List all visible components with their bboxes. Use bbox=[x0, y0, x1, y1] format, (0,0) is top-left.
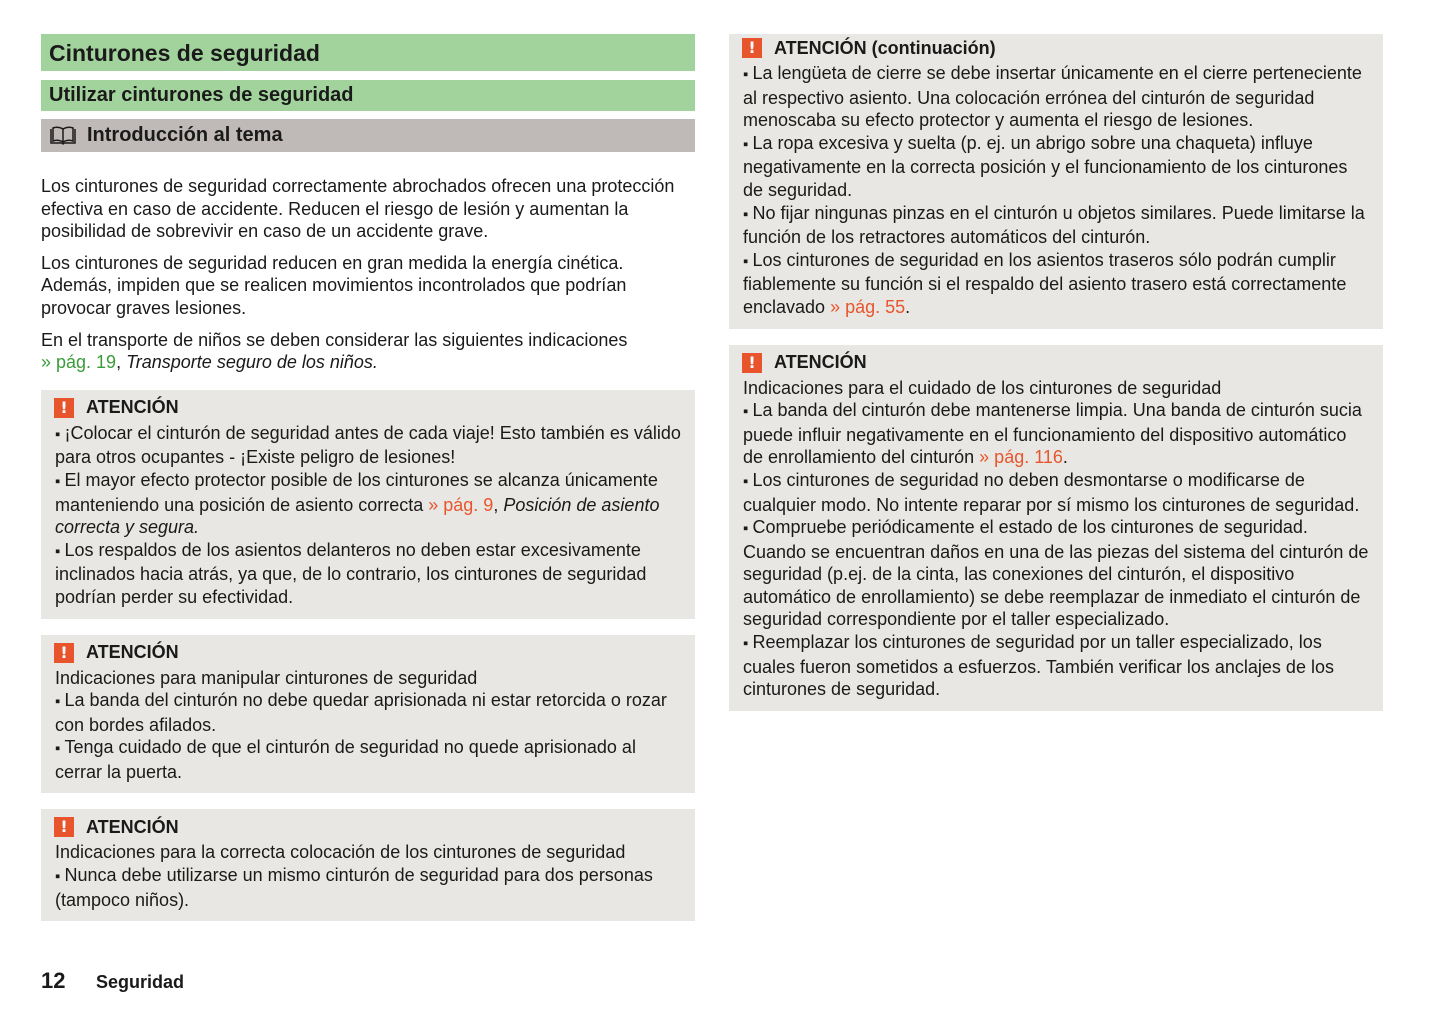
warning-item bbox=[743, 399, 1369, 469]
subsection-heading-label: Introducción al tema bbox=[87, 124, 283, 146]
warning-item: ▪ Nunca debe utilizarse un mismo cinturón de seguridad para dos personas (tampoco niños). bbox=[55, 864, 681, 911]
subsection-heading bbox=[41, 119, 695, 152]
warning-box-5 bbox=[729, 345, 1383, 711]
warning-title-label: ATENCIÓN bbox=[86, 397, 179, 418]
warning-title bbox=[55, 815, 681, 839]
warning-item bbox=[55, 469, 681, 539]
right-column bbox=[729, 34, 1383, 711]
separator: , bbox=[493, 494, 499, 515]
warning-icon: ! bbox=[54, 398, 74, 418]
warning-item bbox=[743, 249, 1369, 319]
warning-intro: Indicaciones para la correcta colocación de los cinturones de seguridad bbox=[55, 842, 626, 863]
reference-title: Posición de asiento correcta y segura. bbox=[55, 494, 660, 538]
intro-paragraph-3 bbox=[41, 329, 695, 374]
warning-box-2 bbox=[41, 635, 695, 794]
warning-box-3 bbox=[41, 809, 695, 921]
warning-item: ▪ Compruebe periódicamente el estado de los cinturones de seguridad. Cuando se encuentran daños en una de las piezas del sistema del cinturón de seguridad (p.ej. de la cinta, las conexiones del cinturón, el dispositivo automático de enrollamiento) se debe reemplazar de inmediato el cinturón de seguridad correspondiente por el taller especializado. bbox=[743, 516, 1369, 631]
warning-item: ▪ No fijar ningunas pinzas en el cinturón u objetos similares. Puede limitarse la función de los retractores automáticos del cinturón. bbox=[743, 202, 1369, 249]
page-number: 12 bbox=[41, 968, 66, 993]
footer-section-name: Seguridad bbox=[96, 972, 185, 992]
intro-paragraph-2: Los cinturones de seguridad reducen en gran medida la energía cinética. Además, impiden que se realicen movimientos incontrolados que podrían provocar graves lesiones. bbox=[41, 252, 627, 318]
reference-title: Transporte seguro de los niños. bbox=[126, 352, 378, 373]
warning-title-label: ATENCIÓN bbox=[86, 642, 179, 662]
page-116-link[interactable]: » pág. 116 bbox=[979, 447, 1063, 468]
warning-body bbox=[743, 62, 1369, 319]
sentence-end: . bbox=[1062, 447, 1068, 468]
warning-item: ▪ ¡Colocar el cinturón de seguridad antes de cada viaje! Esto también es válido para otros ocupantes - ¡Existe peligro de lesiones! bbox=[55, 422, 681, 469]
warning-intro: Indicaciones para manipular cinturones de seguridad bbox=[55, 667, 478, 688]
page-55-link[interactable]: » pág. 55 bbox=[830, 296, 906, 317]
warning-icon: ! bbox=[54, 817, 74, 837]
left-column bbox=[41, 34, 695, 921]
book-icon bbox=[49, 126, 77, 146]
warning-item: ▪ Los respaldos de los asientos delanteros no deben estar excesivamente inclinados hacia atrás, ya que, de lo contrario, los cinturones de seguridad podrían perder su efectividad. bbox=[55, 539, 681, 609]
warning-item-text: La banda del cinturón debe mantenerse limpia. Una banda de cinturón sucia puede influir negativamente en el funcionamiento del dispositivo automático de enrollamiento del cinturón bbox=[743, 400, 1362, 468]
warning-body bbox=[743, 377, 1369, 701]
warning-item-text: Los cinturones de seguridad en los asientos traseros sólo podrán cumplir fiablemente su función si el respaldo del asiento trasero está correctamente enclavado bbox=[743, 249, 1347, 317]
page-19-link[interactable]: » pág. 19 bbox=[41, 352, 117, 373]
sentence-end: . bbox=[905, 296, 911, 317]
warning-icon: ! bbox=[742, 353, 762, 373]
warning-title-label: ATENCIÓN bbox=[86, 816, 179, 837]
warning-item: ▪ La lengüeta de cierre se debe insertar únicamente en el cierre perteneciente al respectivo asiento. Una colocación errónea del cinturón de seguridad menoscaba su efecto protector y aumenta el riesgo de lesiones. bbox=[743, 62, 1369, 132]
page-footer bbox=[41, 968, 184, 994]
warning-title bbox=[743, 351, 1369, 375]
warning-title bbox=[55, 396, 681, 420]
warning-item: ▪ Reemplazar los cinturones de seguridad por un taller especializado, los cuales fueron sometidos a esfuerzos. También verificar los anclajes de los cinturones de seguridad. bbox=[743, 631, 1369, 701]
chapter-heading: Cinturones de seguridad bbox=[41, 34, 695, 71]
page-9-link[interactable]: » pág. 9 bbox=[428, 494, 494, 515]
section-heading: Utilizar cinturones de seguridad bbox=[41, 80, 695, 111]
separator: , bbox=[116, 352, 122, 373]
warning-item-text: El mayor efecto protector posible de los cinturones se alcanza únicamente manteniendo una posición de asiento correcta bbox=[55, 469, 658, 515]
warning-icon: ! bbox=[54, 643, 74, 663]
warning-body bbox=[55, 841, 681, 911]
warning-title-label: ATENCIÓN bbox=[774, 352, 867, 373]
warning-intro: Indicaciones para el cuidado de los cinturones de seguridad bbox=[743, 377, 1222, 398]
warning-item: ▪ Tenga cuidado de que el cinturón de seguridad no quede aprisionado al cerrar la puerta. bbox=[55, 736, 681, 783]
warning-body bbox=[55, 422, 681, 609]
warning-title-label: ATENCIÓN (continuación) bbox=[774, 37, 996, 58]
intro-paragraph-3-text: En el transporte de niños se deben considerar las siguientes indicaciones bbox=[41, 329, 628, 350]
warning-item: ▪ La banda del cinturón no debe quedar aprisionada ni estar retorcida o rozar con bordes afilados. bbox=[55, 689, 681, 736]
warning-title bbox=[55, 641, 681, 665]
warning-box-1 bbox=[41, 390, 695, 619]
intro-paragraph-1: Los cinturones de seguridad correctamente abrochados ofrecen una protección efectiva en caso de accidente. Reducen el riesgo de lesión y aumentan la posibilidad de sobrevivir en caso de un accidente grave. bbox=[41, 176, 675, 242]
warning-body bbox=[55, 667, 681, 784]
warning-item: ▪ Los cinturones de seguridad no deben desmontarse o modificarse de cualquier modo. No intente reparar por sí mismo los cinturones de seguridad. bbox=[743, 469, 1369, 516]
warning-item: ▪ La ropa excesiva y suelta (p. ej. un abrigo sobre una chaqueta) influye negativamente en la correcta posición y el funcionamiento de los cinturones de seguridad. bbox=[743, 132, 1369, 202]
warning-icon: ! bbox=[742, 38, 762, 58]
warning-title bbox=[743, 36, 1369, 60]
warning-box-4 bbox=[729, 34, 1383, 329]
